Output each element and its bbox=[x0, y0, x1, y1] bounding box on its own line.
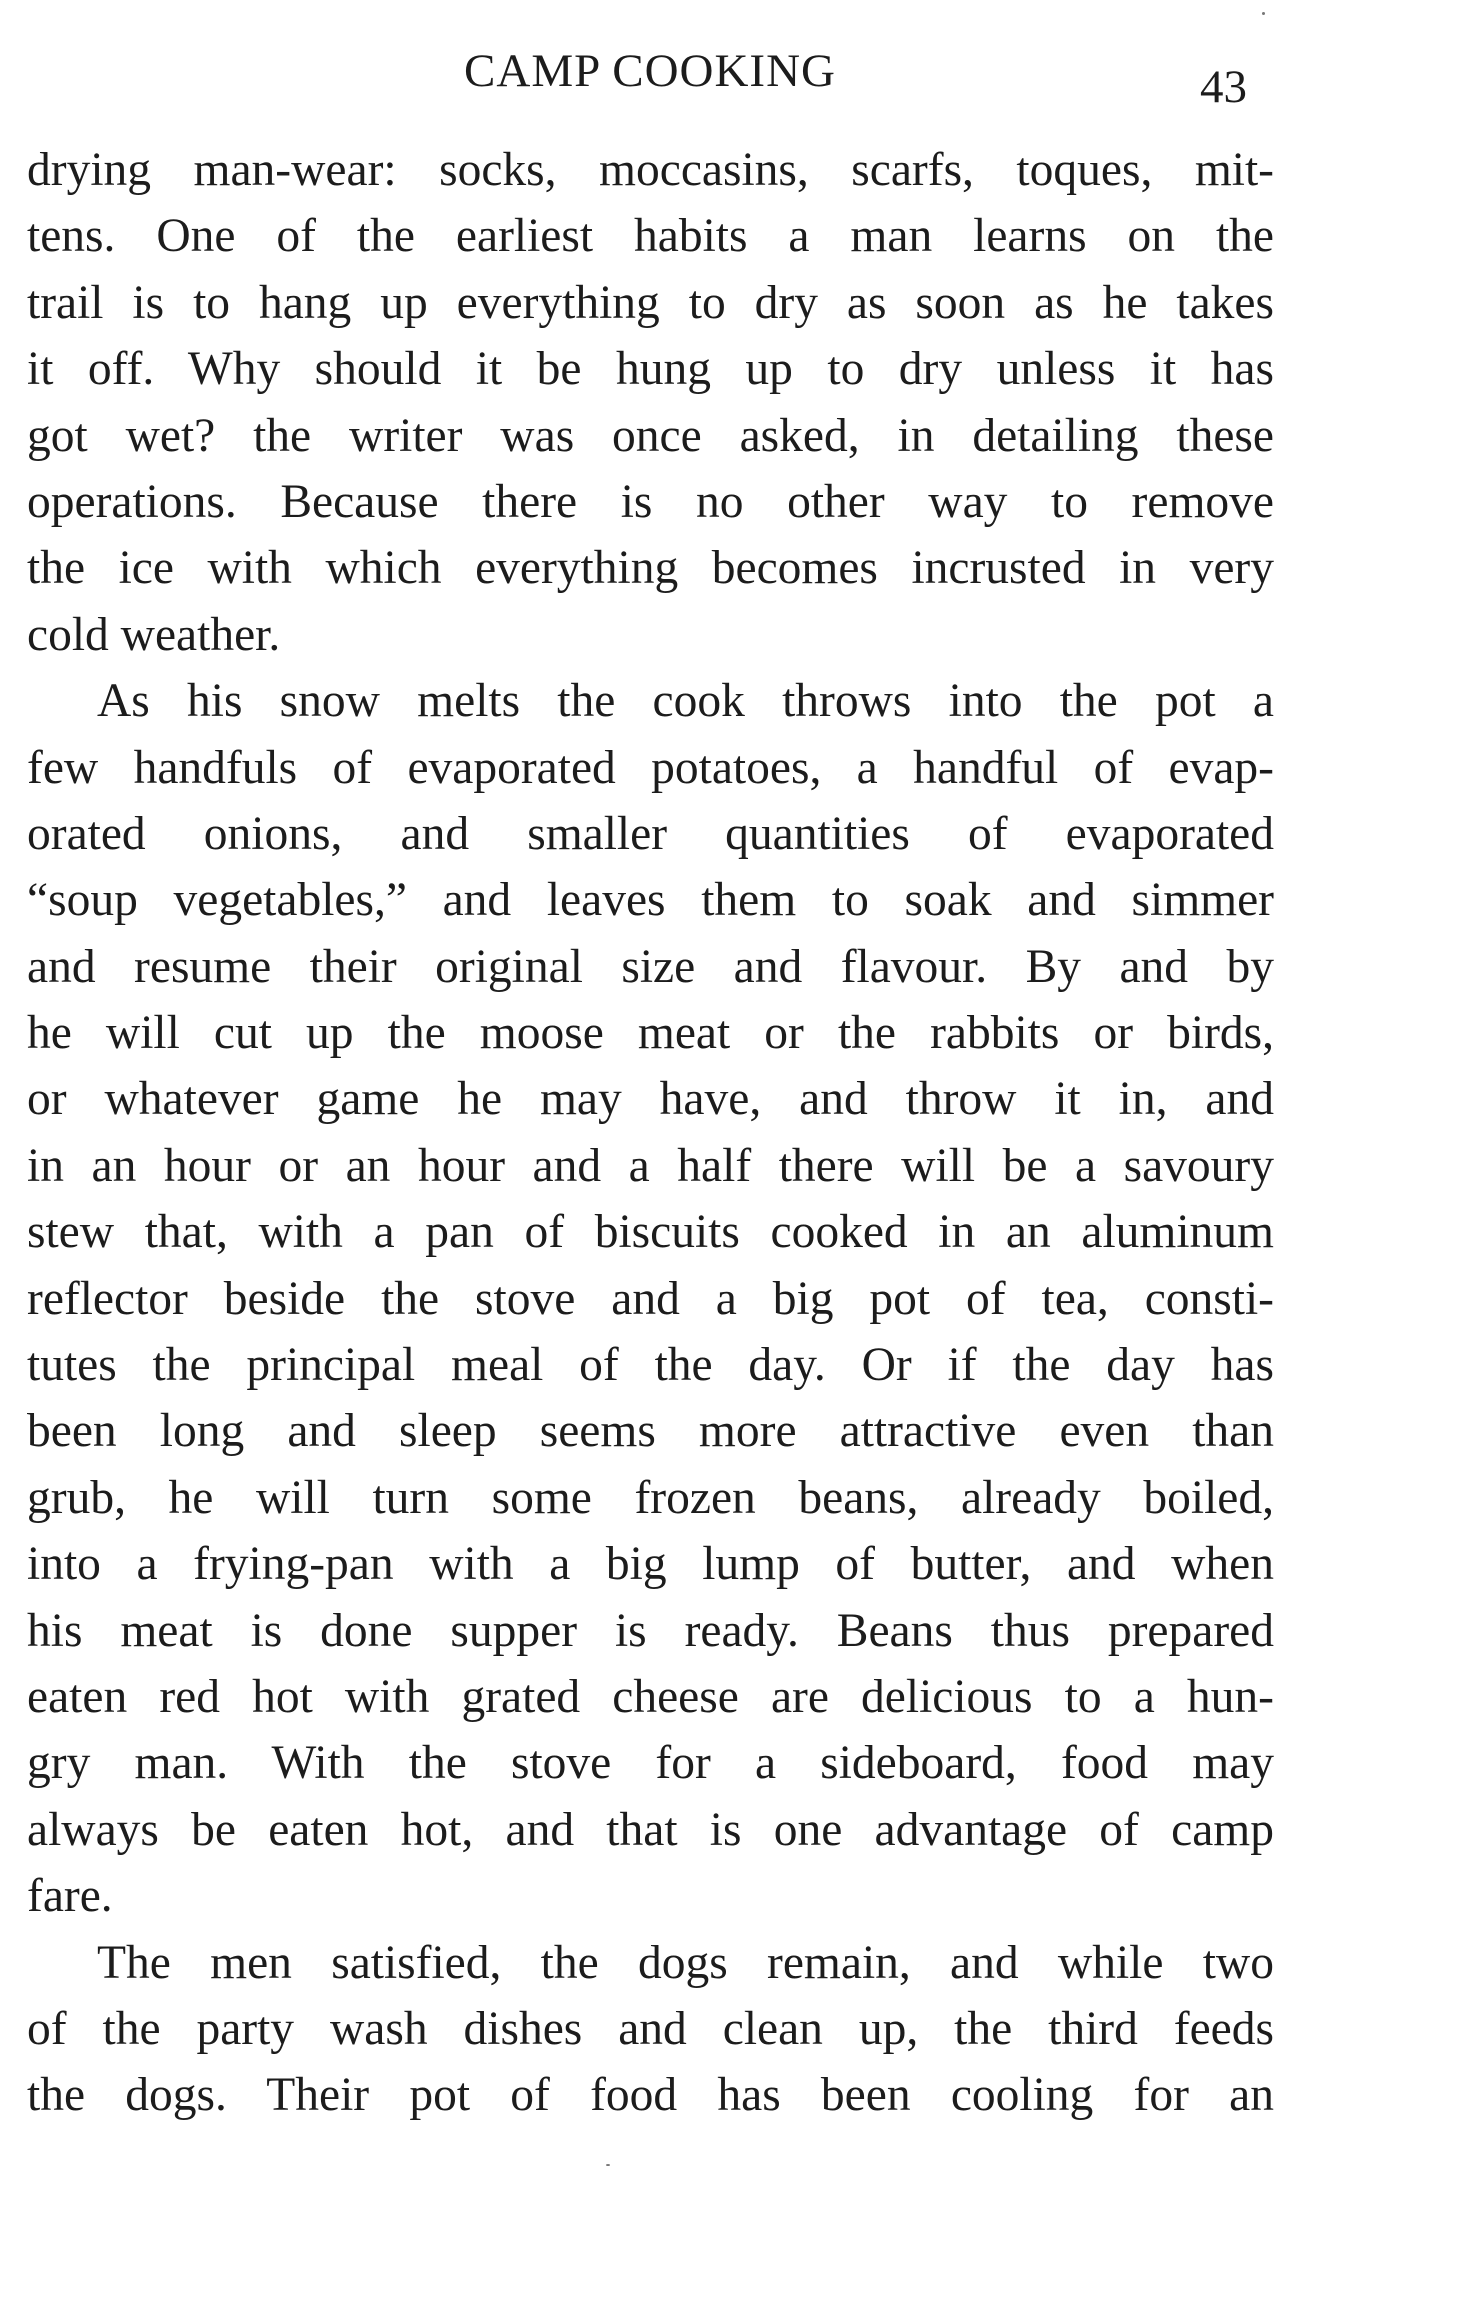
text-line: it off. Why should it be hung up to dry unless it has bbox=[27, 343, 1274, 396]
text-line: he will cut up the moose meat or the rabbits or birds, bbox=[27, 1007, 1274, 1060]
text-line: or whatever game he may have, and throw it in, and bbox=[27, 1073, 1274, 1126]
text-line: few handfuls of evaporated potatoes, a handful of evap- bbox=[27, 741, 1274, 794]
page-number: 43 bbox=[1200, 61, 1247, 113]
running-title: CAMP COOKING bbox=[464, 45, 836, 97]
paragraph-3 bbox=[27, 1930, 1274, 2129]
running-head bbox=[0, 38, 1467, 113]
text-line: tutes the principal meal of the day. Or if the day has bbox=[27, 1339, 1274, 1392]
text-line: trail is to hang up everything to dry as soon as he takes bbox=[27, 276, 1274, 329]
text-line: got wet? the writer was once asked, in detailing these bbox=[27, 409, 1274, 462]
text-line: gry man. With the stove for a sideboard, food may bbox=[27, 1737, 1274, 1790]
print-speck bbox=[606, 2164, 610, 2166]
text-line: always be eaten hot, and that is one advantage of camp bbox=[27, 1803, 1274, 1856]
text-line: operations. Because there is no other way to remove bbox=[27, 475, 1274, 528]
body-text bbox=[27, 137, 1274, 2129]
text-line: into a frying-pan with a big lump of butter, and when bbox=[27, 1538, 1274, 1591]
text-line: “soup vegetables,” and leaves them to soak and simmer bbox=[27, 874, 1274, 927]
text-line: cold weather. bbox=[27, 608, 281, 661]
text-line: in an hour or an hour and a half there will be a savoury bbox=[27, 1139, 1274, 1192]
text-line: eaten red hot with grated cheese are delicious to a hun- bbox=[27, 1670, 1274, 1723]
paragraph-1 bbox=[27, 137, 1274, 668]
text-line: the ice with which everything becomes incrusted in very bbox=[27, 542, 1274, 595]
text-line: of the party wash dishes and clean up, the third feeds bbox=[27, 2002, 1274, 2055]
text-line: grub, he will turn some frozen beans, already boiled, bbox=[27, 1471, 1274, 1524]
text-line: orated onions, and smaller quantities of evaporated bbox=[27, 807, 1274, 860]
text-line: his meat is done supper is ready. Beans thus prepared bbox=[27, 1604, 1274, 1657]
paragraph-2 bbox=[27, 668, 1274, 1929]
text-line: been long and sleep seems more attractive even than bbox=[27, 1405, 1274, 1458]
text-line: reflector beside the stove and a big pot of tea, consti- bbox=[27, 1272, 1274, 1325]
text-line: As his snow melts the cook throws into the pot a bbox=[97, 675, 1274, 728]
text-line: The men satisfied, the dogs remain, and while two bbox=[97, 1936, 1274, 1989]
print-speck bbox=[1262, 12, 1265, 15]
text-line: stew that, with a pan of biscuits cooked in an aluminum bbox=[27, 1206, 1274, 1259]
text-line: tens. One of the earliest habits a man learns on the bbox=[27, 210, 1274, 263]
text-line: fare. bbox=[27, 1870, 113, 1923]
text-line: and resume their original size and flavour. By and by bbox=[27, 940, 1274, 993]
text-line: drying man-wear: socks, moccasins, scarfs, toques, mit- bbox=[27, 144, 1274, 196]
text-line: the dogs. Their pot of food has been cooling for an bbox=[27, 2069, 1274, 2122]
